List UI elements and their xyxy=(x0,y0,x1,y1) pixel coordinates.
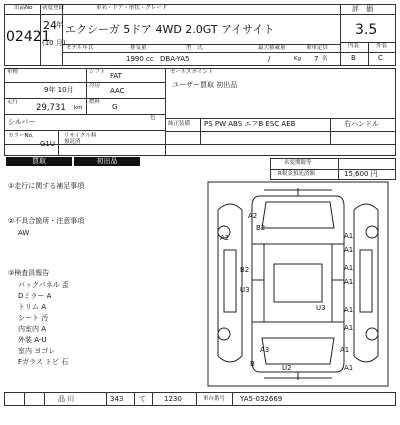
ac-label: 冷房 xyxy=(89,83,101,89)
displacement-value: 1990 cc xyxy=(126,55,154,63)
inspector-item: 外装 A-U xyxy=(18,336,47,344)
damage-code-label: B xyxy=(250,360,255,368)
inspector-item: 室内 ヨゴレ xyxy=(18,347,56,355)
inspector-item: Fガラス トビ 石 xyxy=(18,358,69,366)
damage-code-label: B2 xyxy=(240,266,250,274)
equipment-value: PS PW ABS エアB ESC AEB xyxy=(204,120,296,128)
inspector-item: Dミラー A xyxy=(18,292,52,300)
inspection-value: 9年 10月 xyxy=(44,86,74,94)
damage-code-label: A1 xyxy=(344,306,354,314)
mileage-label: 走行 xyxy=(7,99,19,105)
fuel-value: G xyxy=(112,103,118,111)
equipment-label: 純正装備 xyxy=(168,121,191,127)
first-listing-badge: 初出品 xyxy=(74,157,140,166)
damage-code-label: A1 xyxy=(340,346,350,354)
defect-item: AW xyxy=(18,229,30,237)
exterior-label: 外装 xyxy=(376,43,388,49)
damage-code-label: A1 xyxy=(344,232,354,240)
damage-code-label: A1 xyxy=(344,246,354,254)
inspector-item: トリム A xyxy=(18,303,47,311)
damage-code-label: A1 xyxy=(344,264,354,272)
inspector-item: 内室内 A xyxy=(18,325,47,333)
fuel-label: 燃料 xyxy=(89,99,101,105)
plate-kana: て xyxy=(139,395,146,403)
interior-grade: B xyxy=(351,54,356,62)
section-inspector-report: ③検査員報告 xyxy=(8,269,50,277)
car-name: エクシーガ 5ドア 4WD 2.0GT アイサイト xyxy=(65,23,275,36)
memo-label: 名変期限等 xyxy=(284,160,312,166)
sales-point-value: ユーザー買取 初出品 xyxy=(172,81,238,89)
year-label: 初度登録 xyxy=(42,5,65,11)
inspector-items xyxy=(18,280,69,368)
exterior-grade: C xyxy=(378,54,383,62)
damage-code-label: U3 xyxy=(316,304,326,312)
damage-code-label: A1 xyxy=(344,364,354,372)
damage-code-label: A1 xyxy=(344,278,354,286)
capacity-unit: 名 xyxy=(322,56,328,62)
mileage-unit: km xyxy=(74,105,83,111)
interior-label: 内装 xyxy=(348,43,360,49)
month-value: (10 月) xyxy=(42,39,66,47)
inspector-item: シート 汚 xyxy=(18,314,49,322)
damage-code-label: A1 xyxy=(344,324,354,332)
color-no-label: カラーNo. xyxy=(8,133,34,139)
shift-value: FAT xyxy=(110,72,122,80)
max-load-value: / xyxy=(268,55,271,63)
damage-code-label: U3 xyxy=(240,286,250,294)
chassis-number: YA5-032669 xyxy=(240,395,283,403)
displacement-label: 排気量 xyxy=(130,45,147,51)
plate-number: 1230 xyxy=(164,395,182,403)
capacity-value: 7 xyxy=(314,55,319,63)
year-unit: 年 xyxy=(56,21,63,29)
damage-code-label: B2 xyxy=(256,224,266,232)
car-damage-diagram xyxy=(204,180,394,388)
type-code: DBA-YA5 xyxy=(160,55,190,63)
shift-label: シフト xyxy=(89,69,106,75)
damage-code-label: A2 xyxy=(220,234,230,242)
type-label: 型 式 xyxy=(186,45,203,51)
model-label: 車名・ドア・形状・グレード xyxy=(96,5,168,11)
damage-code-label: A2 xyxy=(248,212,258,220)
color-no-value: G1U xyxy=(40,140,56,148)
mileage-value: 29,731 xyxy=(36,103,66,113)
score-value: 3.5 xyxy=(355,22,378,38)
tax-label: R税金預託済額 xyxy=(278,171,315,177)
score-label: 評 価 xyxy=(352,5,373,13)
buy-badge: 買取 xyxy=(6,157,72,166)
recycle-label: リサイクル料 xyxy=(64,133,97,139)
max-load-unit: Kg xyxy=(294,56,302,62)
sales-point-label: セールスポイント xyxy=(170,69,214,75)
section-driving-notes: ①走行に関する補足事項 xyxy=(8,182,85,190)
color-label: 色 xyxy=(150,115,156,121)
capacity-label: 乗車定員 xyxy=(306,45,329,51)
color-value: シルバー xyxy=(8,118,36,126)
section-defects: ②不具合箇所・注意事項 xyxy=(8,217,85,225)
steering-value: 右ハンドル xyxy=(344,120,379,128)
plate-region: 品 川 xyxy=(58,395,75,403)
recycle-note: 預託済 xyxy=(64,139,81,145)
damage-code-label: U2 xyxy=(282,364,292,372)
chassis-label: 車台番号 xyxy=(203,396,226,402)
year-value: 24 xyxy=(43,19,57,32)
lot-number: 02421 xyxy=(6,29,51,45)
plate-class: 343 xyxy=(110,395,124,403)
model-year-label: モデル年式 xyxy=(66,45,94,51)
lot-label: 出品No xyxy=(14,5,33,11)
damage-code-label: A3 xyxy=(260,346,270,354)
tax-value: 15,600 円 xyxy=(344,170,378,178)
inspection-label: 車検 xyxy=(7,69,19,75)
ac-value: AAC xyxy=(110,87,125,95)
max-load-label: 最大積載量 xyxy=(258,45,286,51)
inspector-item: バックパネル 歪 xyxy=(18,281,69,289)
